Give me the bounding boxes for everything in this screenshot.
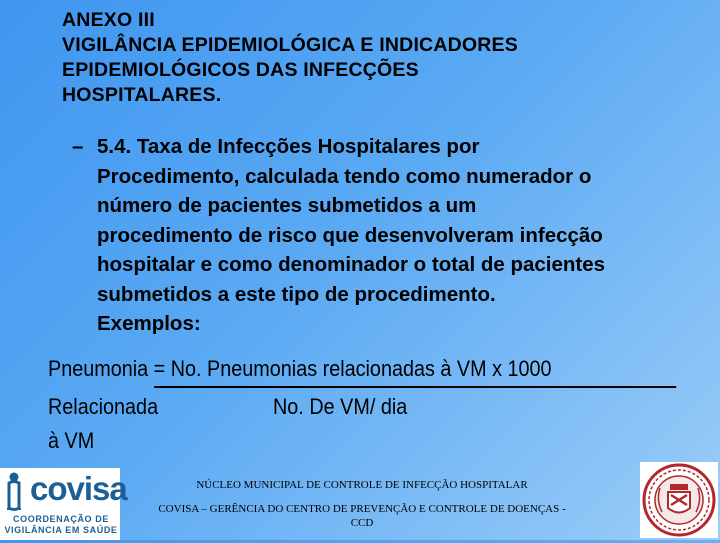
covisa-wordmark: covisa	[30, 470, 127, 507]
covisa-subtitle-2: VIGILÂNCIA EM SAÚDE	[4, 525, 118, 535]
city-seal-logo	[640, 462, 718, 538]
bullet-line: número de pacientes submetidos a um	[97, 194, 477, 217]
title-line: HOSPITALARES.	[62, 84, 222, 106]
formula-denominator: No. De VM/ dia	[273, 394, 408, 419]
bullet-line: Procedimento, calculada tendo como numerador o	[97, 164, 592, 188]
footer-line-2: COVISA – GERÊNCIA DO CENTRO DE PREVENÇÃO E CONTROLE DE DOENÇAS - CCD	[158, 503, 566, 529]
formula-label-line3: à VM	[48, 428, 95, 453]
footer-line-1: NÚCLEO MUNICIPAL DE CONTROLE DE INFECÇÃO HOSPITALAR	[196, 479, 528, 491]
formula	[48, 356, 588, 456]
covisa-logo	[0, 468, 127, 540]
bullet-marker: –	[72, 135, 84, 158]
fraction-bar	[154, 386, 676, 388]
bullet-line: hospitalar e como denominador o total de pacientes	[97, 253, 606, 276]
bullet-line: procedimento de risco que desenvolveram infecção	[97, 223, 603, 247]
slide-title	[62, 8, 702, 108]
bullet-line: Exemplos:	[97, 312, 201, 335]
formula-label-line2: Relacionada	[48, 394, 159, 419]
city-seal-icon	[640, 462, 718, 538]
title-line: ANEXO III	[62, 9, 155, 31]
bullet-paragraph	[72, 132, 702, 339]
bullet-line: 5.4. Taxa de Infecções Hospitalares por	[97, 135, 480, 158]
title-line: VIGILÂNCIA EPIDEMIOLÓGICA E INDICADORES	[62, 34, 518, 56]
covisa-subtitle-1: COORDENAÇÃO DE	[13, 514, 109, 524]
bullet-line: submetidos a este tipo de procedimento.	[97, 282, 496, 306]
formula-numerator: Pneumonia = No. Pneumonias relacionadas à VM x 1000	[48, 356, 552, 381]
bullet-text	[97, 132, 702, 339]
title-line: EPIDEMIOLÓGICOS DAS INFECÇÕES	[62, 59, 419, 81]
